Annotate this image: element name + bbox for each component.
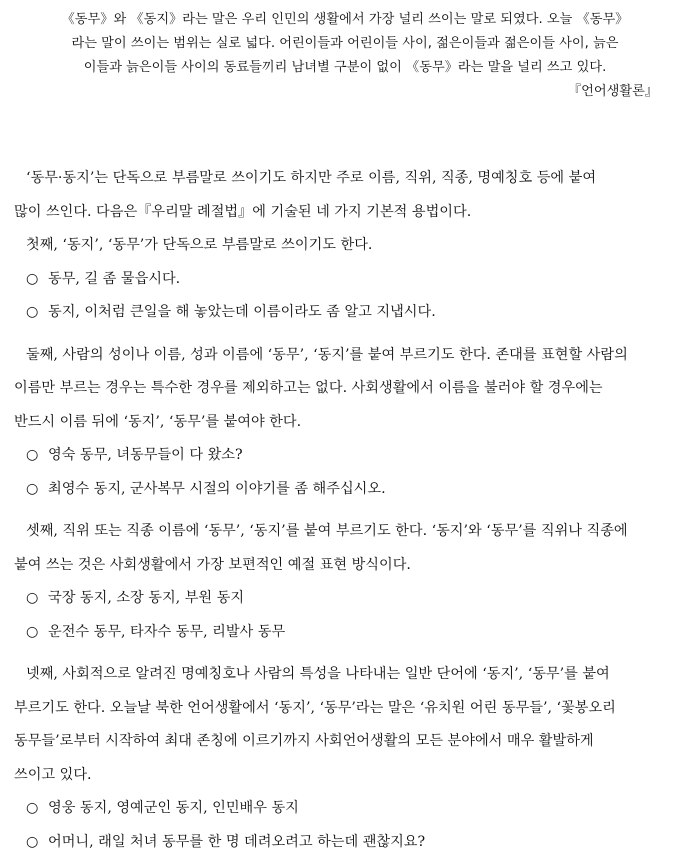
quote-block [30,8,660,104]
quote-line: 라는 말이 쓰이는 범위는 실로 넓다. 어린이들과 어린이들 사이, 젊은이들과 젊은이들 사이, 늙은 [71,36,619,51]
bullet-icon: ○ [26,623,39,640]
intro-line: 많이 쓰인다. 다음은『우리말 례절법』에 기술된 네 가지 기본적 용법이다. [14,203,472,220]
quote-source: 『언어생활론』 [567,84,658,99]
example-text: 동무, 길 좀 물읍시다. [48,270,181,287]
example-item [14,296,679,330]
bullet-icon: ○ [26,480,39,497]
example-text: 최영수 동지, 군사복무 시절의 이야기를 좀 해주십시오. [48,480,386,497]
section-2-line: 이름만 부르는 경우는 특수한 경우를 제외하고는 없다. 사회생활에서 이름을 불러야 할 경우에는 [14,380,603,396]
example-text: 운전수 동무, 타자수 동무, 리발사 동무 [48,623,286,640]
example-text: 영숙 동무, 녀동무들이 다 왔소? [48,447,243,463]
example-item [14,439,679,473]
section-4-line: 동무들’로부터 시작하여 최대 존칭에 이르기까지 사회언어생활의 모든 분야에서 매우 활발하게 [14,733,594,749]
example-text: 동지, 이처럼 큰일을 해 놓았는데 이름이라도 좀 알고 지냅시다. [48,304,436,320]
section-4-line: 부르기도 한다. 오늘날 북한 언어생활에서 ‘동지’, ‘동무’라는 말은 ‘유치원 어린 동무들’, ‘꽃봉오리 [14,699,616,716]
example-item [14,792,679,826]
section-2-line: 둘째, 사람의 성이나 이름, 성과 이름에 ‘동무’, ‘동지’를 붙여 부르기도 한다. 존대를 표현할 사람의 [26,346,628,363]
bullet-icon: ○ [26,447,39,463]
intro-line: ‘동무·동지’는 단독으로 부름말로 쓰이기도 하지만 주로 이름, 직위, 직종, 명예칭호 등에 붙여 [26,170,597,186]
section-3-line: 셋째, 직위 또는 직종 이름에 ‘동무’, ‘동지’를 붙여 부르기도 한다. ‘동지’와 ‘동무’를 직위나 직종에 [26,523,628,539]
example-item [14,263,679,297]
example-text: 국장 동지, 소장 동지, 부원 동지 [48,590,245,606]
example-text: 어머니, 래일 처녀 동무를 한 명 데려오려고 하는데 괜찮지요? [48,833,426,850]
example-item [14,826,679,860]
bullet-icon: ○ [26,270,39,287]
section-4-line: 넷째, 사회적으로 알려진 명예칭호나 사람의 특성을 나타내는 일반 단어에 ‘동지’, ‘동무’를 붙여 [26,666,610,682]
example-text: 영웅 동지, 영예군인 동지, 인민배우 동지 [48,800,299,816]
example-item [14,473,679,507]
section-4-line: 쓰이고 있다. [14,766,92,783]
example-item [14,616,679,650]
body-text [14,162,679,859]
quote-line: 이들과 늙은이들 사이의 동료들끼리 남녀별 구분이 없이 《동무》라는 말을 널리 쓰고 있다. [83,60,607,75]
section-1-line: 첫째, ‘동지’, ‘동무’가 단독으로 부름말로 쓰이기도 한다. [26,237,373,253]
quote-line: 《동무》와 《동지》라는 말은 우리 인민의 생활에서 가장 널리 쓰이는 말로 되였다. 오늘 《동무》 [61,12,629,27]
example-item [14,582,679,616]
section-2-line: 반드시 이름 뒤에 ‘동지’, ‘동무’를 붙여야 한다. [14,413,302,430]
bullet-icon: ○ [26,800,39,816]
section-3-line: 붙여 쓰는 것은 사회생활에서 가장 보편적인 예절 표현 방식이다. [14,556,411,573]
bullet-icon: ○ [26,590,39,606]
bullet-icon: ○ [26,304,39,320]
bullet-icon: ○ [26,833,39,850]
